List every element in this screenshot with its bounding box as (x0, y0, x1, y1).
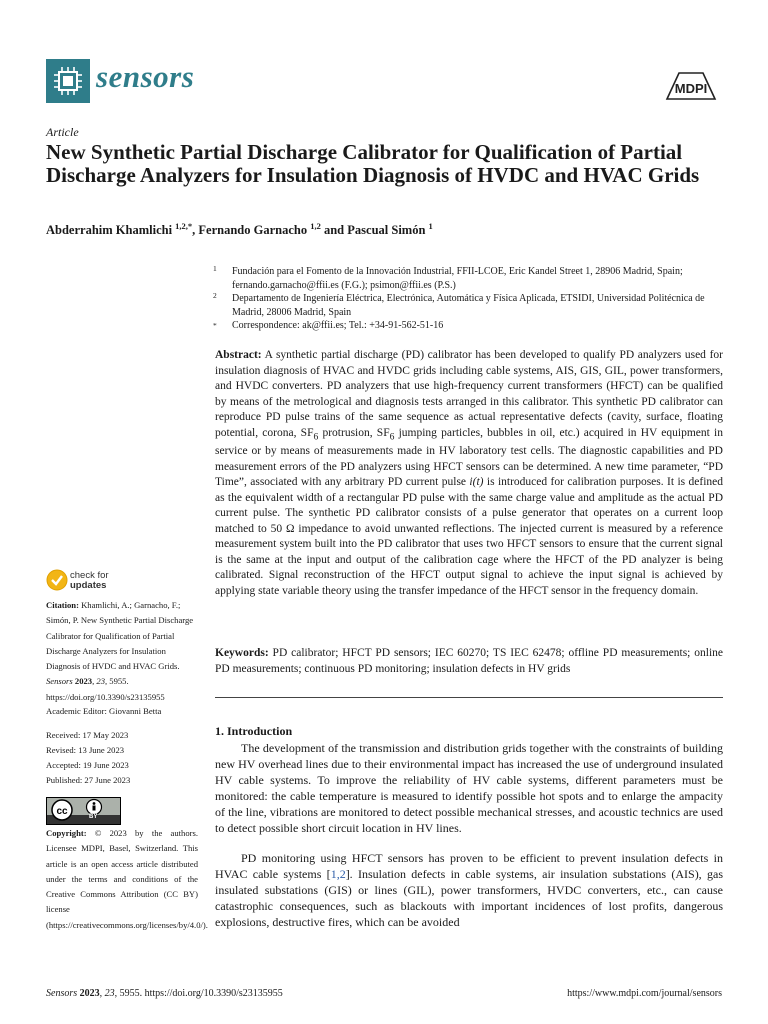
revised-date: Revised: 13 June 2023 (46, 745, 125, 755)
affiliation-text: Correspondence: ak@ffii.es; Tel.: +34-91-562-51-16 (232, 320, 444, 331)
footer-citation (46, 988, 283, 999)
copyright-text: © 2023 by the authors. Licensee MDPI, Basel, Switzerland. This article is an open access article distributed under the terms and conditions of the Creative Commons Attribution (CC BY) license (https://creativecommons.org/licenses/by/4.0/). (46, 828, 208, 930)
abstract-label: Abstract: (215, 349, 262, 361)
author-affil: 1,2 (310, 221, 321, 231)
cc-by-label: BY (89, 814, 98, 820)
publisher-name: MDPI (674, 81, 708, 96)
citation-year: 2023 (72, 676, 93, 687)
keywords-text: PD calibrator; HFCT PD sensors; IEC 60270; TS IEC 62478; offline PD measurements; online PD measurements; continuous PD monitoring; insulation defects in HV grids (215, 647, 723, 675)
footer-journal-url[interactable]: https://www.mdpi.com/journal/sensors (567, 988, 722, 999)
author-affil: 1,2,* (175, 221, 193, 231)
affiliation-mark: 2 (213, 291, 217, 300)
check-for-updates-icon[interactable] (46, 569, 68, 596)
footer-volume: , 23 (99, 988, 115, 999)
author-name[interactable]: Fernando Garnacho (198, 223, 308, 238)
academic-editor: Academic Editor: Giovanni Betta (46, 706, 162, 716)
section-divider (215, 697, 723, 698)
mdpi-logo (665, 71, 717, 101)
citation-doi[interactable]: , 5955. https://doi.org/10.3390/s23135955 (46, 676, 165, 702)
published-date: Published: 27 June 2023 (46, 775, 131, 785)
affiliation-text: Departamento de Ingeniería Eléctrica, Electrónica, Automática y Física Aplicada, ETSIDI, Universidad Politécnica de Madrid, 28006 Madrid, Spain (232, 293, 705, 318)
affiliation-text: Fundación para el Fomento de la Innovación Industrial, FFII-LCOE, Eric Kandel Street 1, 28906 Madrid, Spain; fernando.garnacho@ffii.es (F.G.); psimon@ffii.es (P.S.) (232, 266, 683, 291)
received-date: Received: 17 May 2023 (46, 730, 129, 740)
affiliation-mark: 1 (213, 264, 217, 273)
intro-paragraph-2 (215, 851, 723, 931)
author-name[interactable]: Pascual Simón (347, 223, 426, 238)
footer-doi[interactable]: , 5955. https://doi.org/10.3390/s23135955 (114, 988, 283, 999)
citation-link[interactable]: 1,2 (330, 866, 346, 881)
intro-paragraph-1: The development of the transmission and distribution grids together with the constraints of building new HV overhead lines due to their environmental impact has increased the use of underground insulated HV cable systems. To improve the reliability of HV cable systems, different parameters must be monitored: the cable temperature is measured to identify possible hot spots and to enlarge the ampacity of the line, vibrations are monitored to detect possible mechanical stresses, and acoustic technics are used to detect possible short circuit location in HV lines. (215, 741, 723, 835)
abstract (215, 348, 723, 599)
author-sep: , (192, 223, 199, 238)
accepted-date: Accepted: 19 June 2023 (46, 760, 129, 770)
journal-name: sensors (96, 59, 195, 94)
paragraph-text: PD monitoring using HFCT sensors has proven to be efficient to prevent insulation defects in HVAC cable systems [ (215, 851, 723, 881)
author-list (46, 221, 726, 238)
article-title: New Synthetic Partial Discharge Calibrator for Qualification of Partial Discharge Analyzers for Insulation Diagnosis of HVDC and HVAC Grids (46, 140, 700, 187)
affiliation-mark: * (213, 321, 217, 330)
abstract-text: protrusion, SF (318, 426, 390, 439)
author-affil: 1 (428, 221, 433, 231)
abstract-text: A synthetic partial discharge (PD) calibrator has been developed to qualify PD analyzers used for insulation diagnosis of HVAC and HVDC grids including cable systems, AIS, GIS, GIL, power transformers, and HVDC converters. PD analyzers that use high-frequency current transformers (HFCT) can be qualified by means of the metrological and diagnosis tests arranged in this calibrator. This synthetic PD calibrator can reproduce PD pulse trains of the same sequence as actual representative defects (cavity, surface, floating potential, corona, SF (215, 349, 723, 439)
citation-volume: , 23 (92, 676, 105, 687)
subscript: 6 (389, 430, 395, 442)
sensors-logo-icon (46, 59, 90, 103)
author-sep: and (320, 223, 348, 238)
updates-text: updates (70, 580, 107, 591)
abstract-text: jumping particles, bubbles in oil, etc.) acquired in HV equipment in service or by means of measurements made in HV laboratory test cells. The diagnostic capabilities and PD measurement errors of the PD analyzers using HFCT sensors can be determined. A new time parameter, “PD Time”, associated with any arbitrary PD current pulse (215, 426, 723, 489)
keywords (215, 646, 723, 677)
citation-block (46, 598, 198, 705)
affiliation-2 (213, 292, 723, 319)
footer-journal: Sensors (46, 988, 78, 999)
check-text: check for (70, 570, 109, 581)
paragraph-text: ]. Insulation defects in cable systems, air insulation substations (AIS), gas insulated substations (GIS) or lines (GIL), power transformers, HVDC converters, etc., can cause catastrophic consequences, such as blackouts with important incidences of lost profits, dangerous explosions, destructive fires, which can be avoided (215, 866, 723, 929)
copyright-block (46, 826, 208, 933)
correspondence (213, 319, 723, 333)
svg-text:cc: cc (56, 806, 68, 817)
author-name[interactable]: Abderrahim Khamlichi (46, 223, 173, 238)
affiliation-1 (213, 265, 723, 292)
citation-label: Citation: (46, 600, 79, 610)
subscript: 6 (313, 430, 319, 442)
citation-text: Khamlichi, A.; Garnacho, F.; Simón, P. New Synthetic Partial Discharge Calibrator for Qualification of Partial Discharge Analyzers for Insulation Diagnosis of HVDC and HVAC Grids. (46, 600, 194, 672)
abstract-text: is introduced for calibration purposes. It is defined as the equivalent width of a rectangular PD pulse with the same charge value and amplitude as the actual PD current pulse. The synthetic PD calibrator consists of a pulse generator that operates on a current loop matched to 50 Ω impedance to avoid unwanted reflections. The injected current is measured by a reference measurement system built into the PD calibrator that uses two HFCT sensors to ensure that the current signal is the same at the input and output of the calibration cage where the HFCT of the PD analyzer is being calibrated. Signal reconstruction of the HFCT output signal to achieve the input signal is achieved by applying state variable theory using the transfer impedance of the HFCT sensor in the frequency domain. (215, 476, 723, 597)
keywords-label: Keywords: (215, 647, 269, 659)
copyright-label: Copyright: (46, 828, 87, 838)
abstract-math: i(t) (469, 476, 484, 489)
citation-journal: Sensors (46, 676, 73, 687)
section-heading: 1. Introduction (215, 724, 293, 738)
cc-by-license-icon[interactable] (46, 797, 121, 825)
article-type: Article (46, 125, 79, 139)
check-for-updates-label[interactable] (70, 571, 109, 591)
footer-year: 2023 (77, 988, 100, 999)
